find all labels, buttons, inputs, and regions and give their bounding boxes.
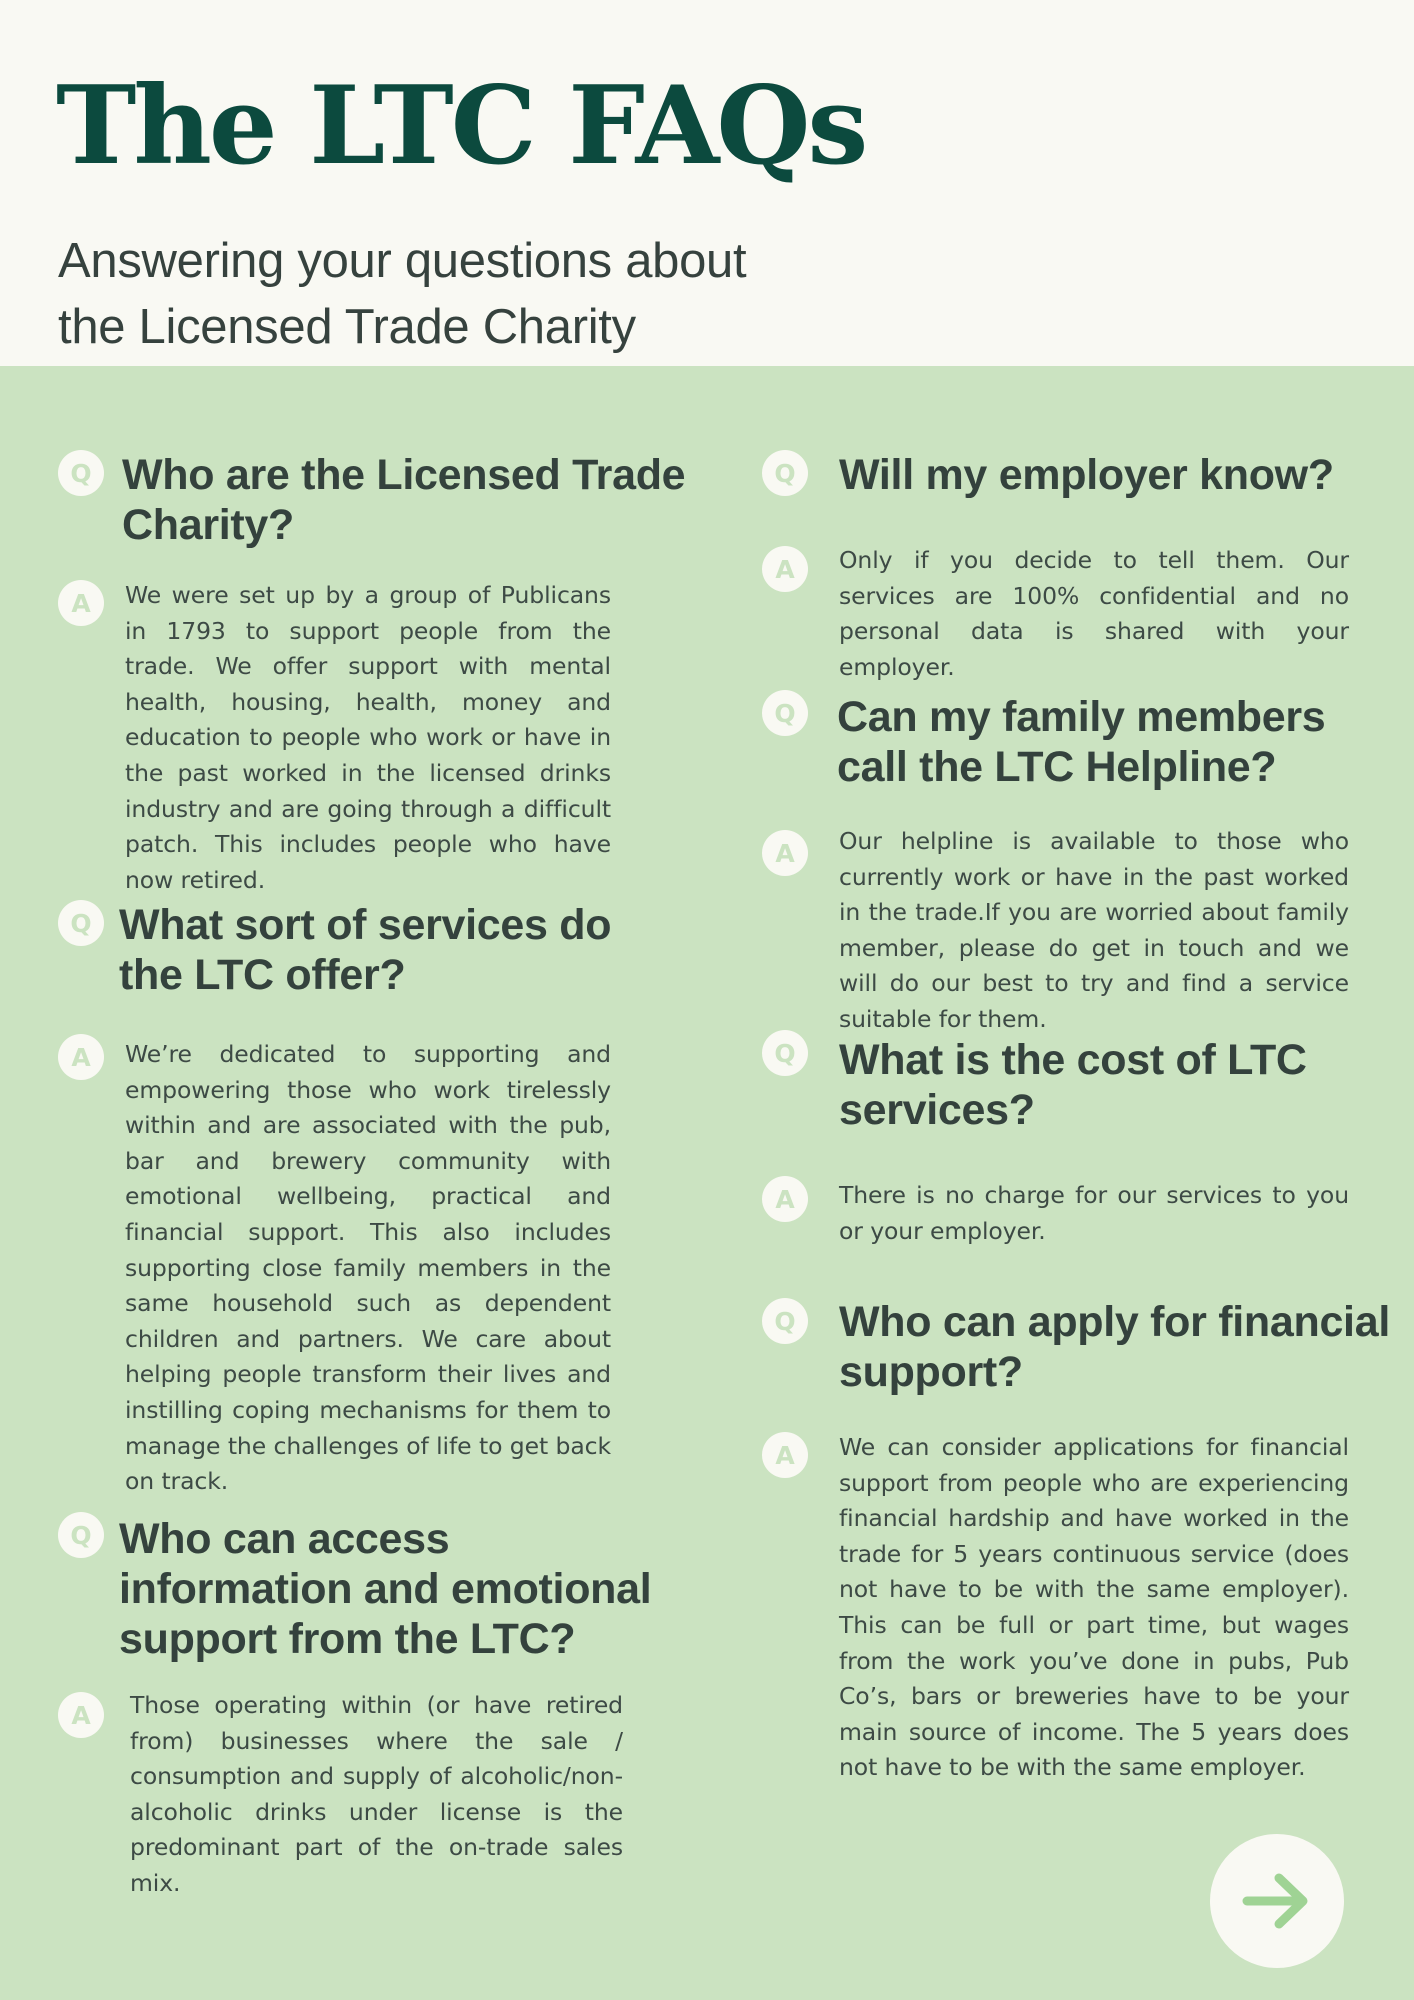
page-subtitle: Answering your questions about the Licensed Trade Charity <box>58 234 747 354</box>
faq-answer-4: Only if you decide to tell them. Our services are 100% confidential and no personal data is shared with your employer. <box>839 546 1349 681</box>
faq-answer-7: We can consider applications for financial support from people who are experiencing financial hardship and have worked in the trade for 5 years continuous service (does not have to be with the same employer). This can be full or part time, but wages from the work you’ve done in pubs, Pub Co’s, bars or breweries have to be your main source of income. The 5 years does not have to be with the same employer. <box>839 1433 1349 1782</box>
page-header <box>0 0 1414 366</box>
question-badge: Q <box>58 900 104 946</box>
answer-badge: A <box>58 1034 104 1080</box>
faq-question-4: Will my employer know? <box>839 451 1334 499</box>
question-badge: Q <box>58 1512 104 1558</box>
question-badge: Q <box>762 450 808 496</box>
faq-question-1: Who are the Licensed Trade Charity? <box>122 451 686 549</box>
answer-badge: A <box>58 580 104 626</box>
question-badge: Q <box>762 690 808 736</box>
answer-badge: A <box>762 546 808 592</box>
next-page-button[interactable] <box>1210 1834 1344 1968</box>
question-badge: Q <box>762 1298 808 1344</box>
faq-answer-1: We were set up by a group of Publicans in 1793 to support people from the trade. We offer support with mental health, housing, health, money and education to people who work or have in the past worked in the licensed drinks industry and are going through a difficult patch. This includes people who have now retired. <box>125 581 611 894</box>
faq-question-3: Who can access information and emotional support from the LTC? <box>119 1515 652 1663</box>
faq-question-6: What is the cost of LTC services? <box>839 1036 1307 1134</box>
page-title: The LTC FAQs <box>56 63 866 189</box>
faq-question-7: Who can apply for financial support? <box>839 1298 1390 1396</box>
arrow-right-icon <box>1241 1869 1313 1933</box>
faq-answer-5: Our helpline is available to those who currently work or have in the past worked in the trade.If you are worried about family member, please do get in touch and we will do our best to try and find a service suitable for them. <box>839 827 1349 1033</box>
faq-answer-2: We’re dedicated to supporting and empowering those who work tirelessly within and are associated with the pub, bar and brewery community with emotional wellbeing, practical and financial support. This also includes supporting close family members in the same household such as dependent children and partners. We care about helping people transform their lives and instilling coping mechanisms for them to manage the challenges of life to get back on track. <box>125 1040 611 1496</box>
answer-badge: A <box>58 1692 104 1738</box>
answer-badge: A <box>762 1176 808 1222</box>
question-badge: Q <box>58 450 104 496</box>
answer-badge: A <box>762 830 808 876</box>
faq-answer-3: Those operating within (or have retired from) businesses where the sale / consumption and supply of alcoholic/non-alcoholic drinks under license is the predominant part of the on-trade sales mix. <box>130 1691 623 1897</box>
question-badge: Q <box>762 1030 808 1076</box>
faq-question-2: What sort of services do the LTC offer? <box>119 901 612 999</box>
faq-answer-6: There is no charge for our services to you or your employer. <box>839 1181 1349 1245</box>
faq-question-5: Can my family members call the LTC Helpline? <box>837 693 1326 791</box>
answer-badge: A <box>762 1432 808 1478</box>
